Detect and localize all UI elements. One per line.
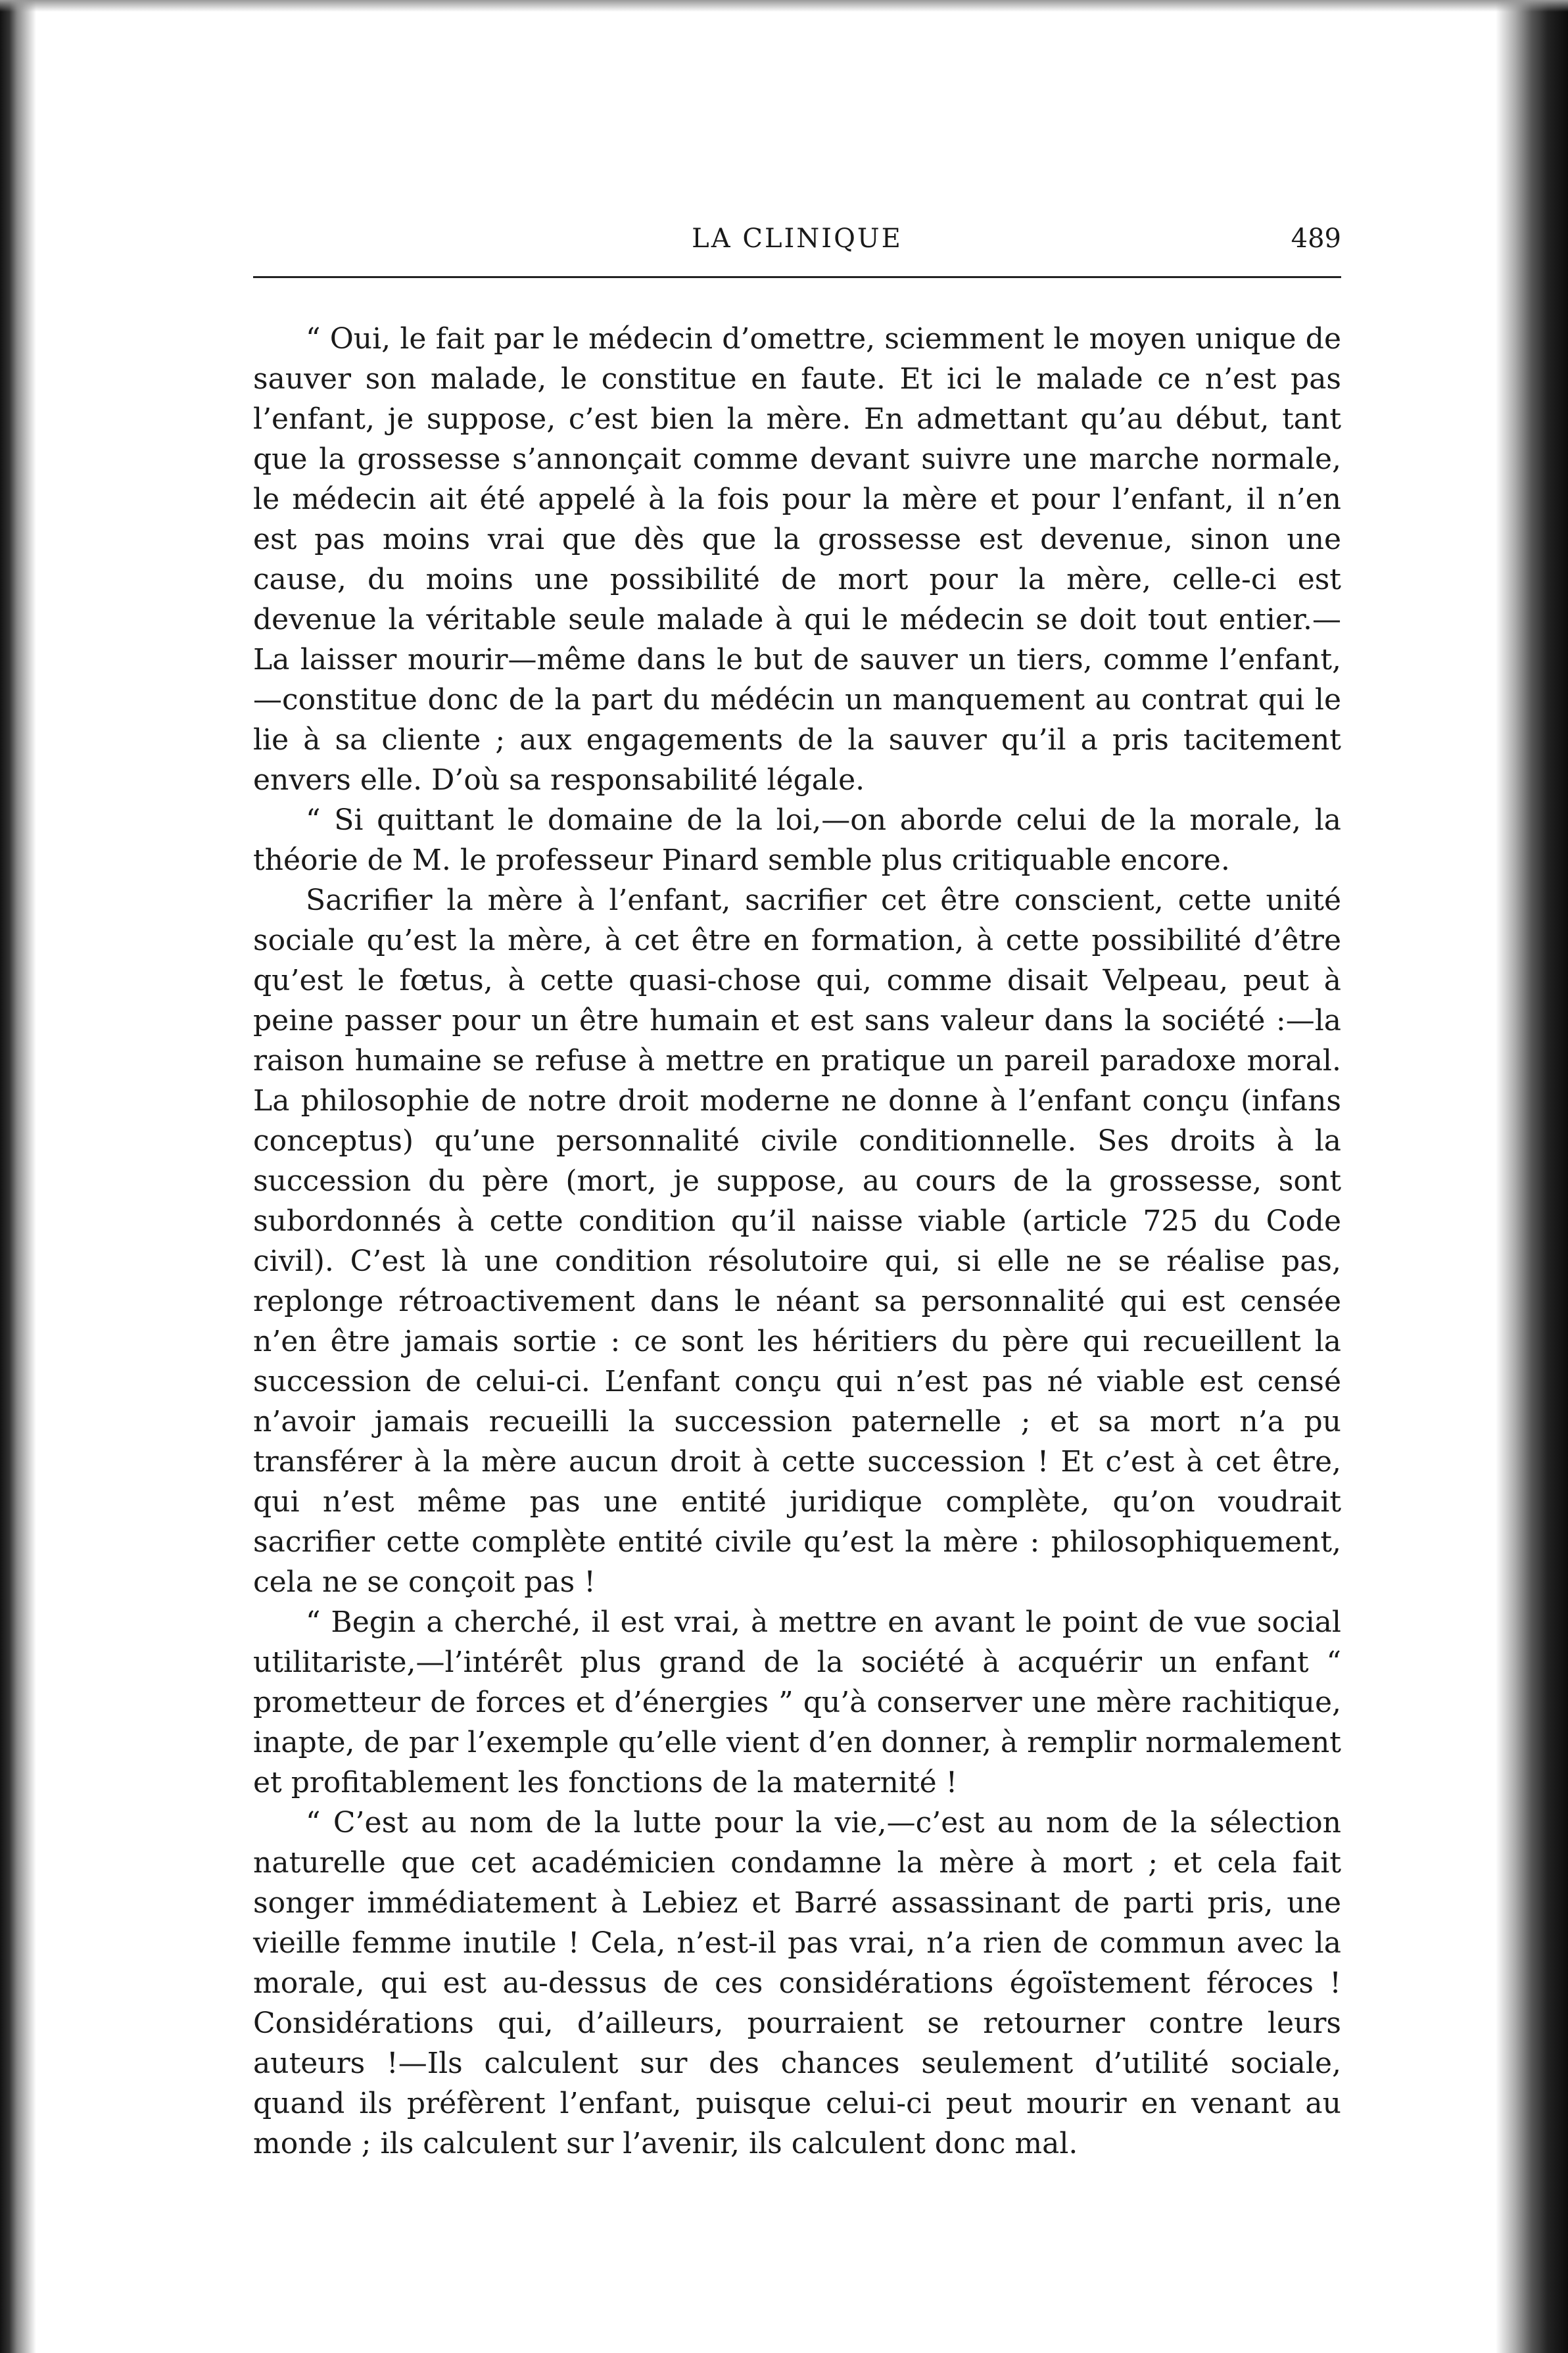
running-title: LA CLINIQUE [692, 224, 903, 254]
running-head [253, 217, 1341, 278]
body-text [253, 319, 1341, 2164]
paragraph-1: “ Oui, le fait par le médecin d’omettre, sciemment le moyen unique de sauver son malade, le constitue en faute. Et ici le malade ce n’est pas l’enfant, je suppose, c’est bien la mère. En admettant qu’au début, tant que la grossesse s’annonçait comme devant suivre une marche normale, le médecin ait été appelé à la fois pour la mère et pour l’enfant, il n’en est pas moins vrai que dès que la grossesse est devenue, sinon une cause, du moins une possibilité de mort pour la mère, celle-ci est devenue la véritable seule malade à qui le médecin se doit tout entier.—La laisser mourir—même dans le but de sauver un tiers, comme l’enfant,—constitue donc de la part du médécin un manquement au contrat qui le lie à sa cliente ; aux engagements de la sauver qu’il a pris tacitement envers elle. D’où sa responsabilité légale. [253, 322, 1341, 797]
scan-edge-left [0, 0, 36, 2353]
paragraph-3: Sacrifier la mère à l’enfant, sacrifier cet être conscient, cette unité sociale qu’est la mère, à cet être en formation, à cette possibilité d’être qu’est le fœtus, à cette quasi-chose qui, comme disait Velpeau, peut à peine passer pour un être humain et est sans valeur dans la société :—la raison humaine se refuse à mettre en pratique un pareil paradoxe moral. La philosophie de notre droit moderne ne donne à l’enfant conçu (infans conceptus) qu’une personnalité civile conditionnelle. Ses droits à la succession du père (mort, je suppose, au cours de la grossesse, sont subordonnés à cette condition qu’il naisse viable (article 725 du Code civil). C’est là une condition résolutoire qui, si elle ne se réalise pas, replonge rétroactivement dans le néant sa personnalité qui est censée n’en être jamais sortie : ce sont les héritiers du père qui recueillent la succession de celui-ci. L’enfant conçu qui n’est pas né viable est censé n’avoir jamais recueilli la succession paternelle ; et sa mort n’a pu transférer à la mère aucun droit à cette succession ! Et c’est à cet être, qui n’est même pas une entité juridique complète, qu’on voudrait sacrifier cette complète entité civile qu’est la mère : philosophiquement, cela ne se conçoit pas ! [253, 884, 1341, 1599]
scan-edge-top [0, 0, 1568, 12]
paragraph-2: “ Si quittant le domaine de la loi,—on aborde celui de la morale, la théorie de M. le professeur Pinard semble plus critiquable encore. [253, 803, 1341, 877]
paragraph-4: “ Begin a cherché, il est vrai, à mettre en avant le point de vue social utilitariste,—l’intérêt plus grand de la société à acquérir un enfant “ prometteur de forces et d’énergies ” qu’à conserver une mère rachitique, inapte, de par l’exemple qu’elle vient d’en donner, à remplir normalement et profitablement les fonctions de la maternité ! [253, 1605, 1341, 1799]
page-number: 489 [1291, 224, 1341, 254]
scan-edge-right [1496, 0, 1568, 2353]
page [253, 217, 1341, 2164]
paragraph-5: “ C’est au nom de la lutte pour la vie,—c’est au nom de la sélection naturelle que cet académicien condamne la mère à mort ; et cela fait songer immédiatement à Lebiez et Barré assassinant de parti pris, une vieille femme inutile ! Cela, n’est-il pas vrai, n’a rien de commun avec la morale, qui est au-dessus de ces considérations égoïstement féroces ! Considérations qui, d’ailleurs, pourraient se retourner contre leurs auteurs !—Ils calculent sur des chances seulement d’utilité sociale, quand ils préfèrent l’enfant, puisque celui-ci peut mourir en venant au monde ; ils calculent sur l’avenir, ils calculent donc mal. [253, 1806, 1341, 2160]
